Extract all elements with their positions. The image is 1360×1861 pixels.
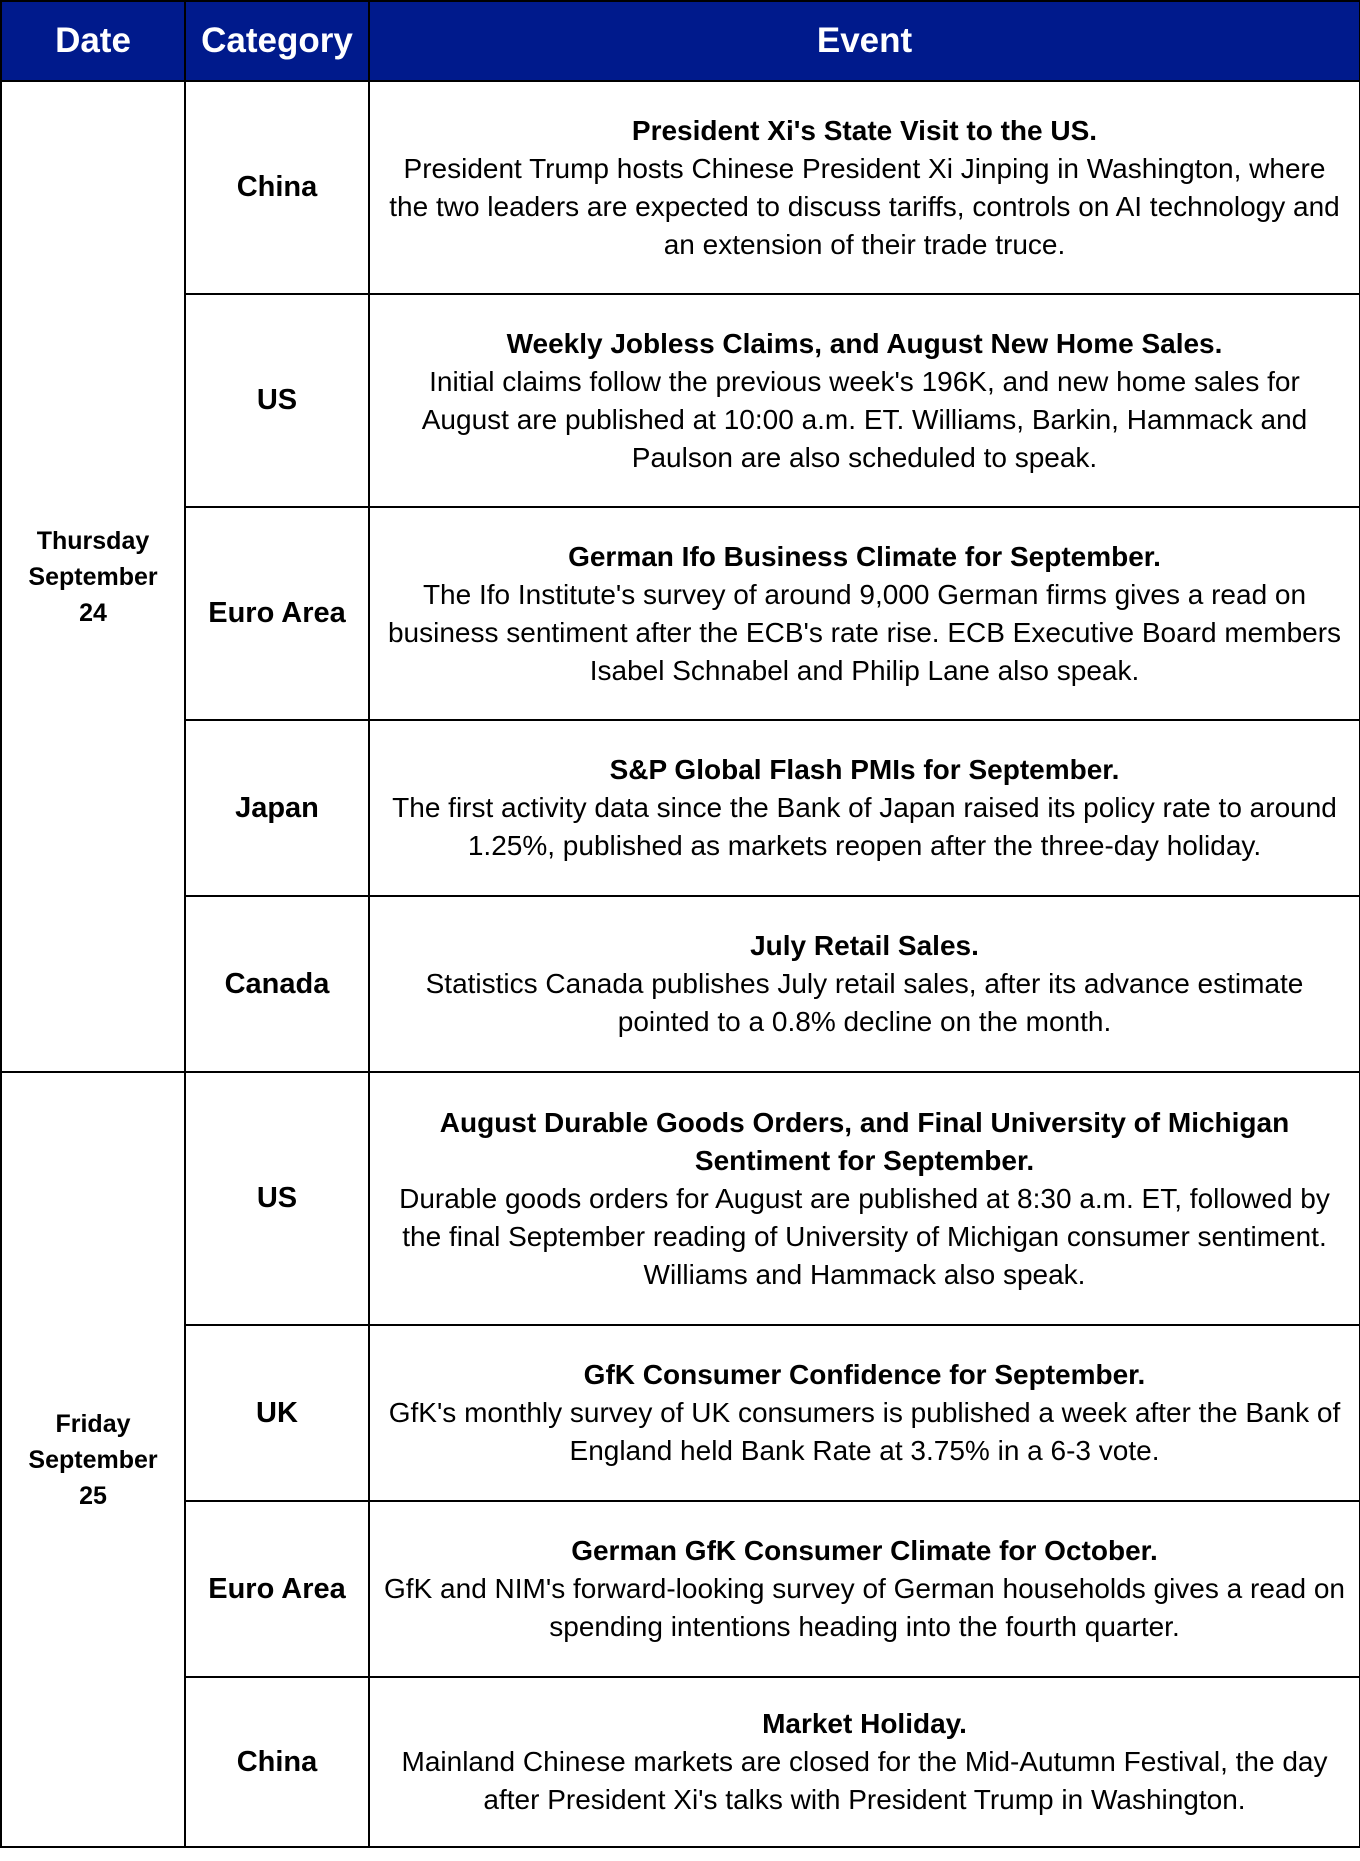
category-cell: Euro Area <box>185 507 369 720</box>
event-cell <box>369 896 1360 1072</box>
event-description: President Trump hosts Chinese President Xi Jinping in Washington, where the two leaders are expected to discuss tariffs, controls on AI technology and an extension of their trade truce. <box>389 152 1340 260</box>
date-cell-friday <box>1 1072 185 1847</box>
event-description: Statistics Canada publishes July retail sales, after its advance estimate pointed to a 0.8% decline on the month. <box>425 968 1304 1037</box>
event-title: July Retail Sales. <box>750 930 979 961</box>
event-column-header: Event <box>369 1 1360 81</box>
event-description: Durable goods orders for August are published at 8:30 a.m. ET, followed by the final September reading of University of Michigan consumer sentiment. Williams and Hammack also speak. <box>399 1182 1330 1290</box>
event-title: Weekly Jobless Claims, and August New Home Sales. <box>506 327 1223 359</box>
event-cell <box>369 507 1360 720</box>
category-cell: Canada <box>185 896 369 1072</box>
table-row <box>1 896 1360 1072</box>
date-cell-thursday <box>1 81 185 1072</box>
day-name: Friday <box>55 1409 131 1438</box>
category-cell: US <box>185 294 369 507</box>
category-column-header: Category <box>185 1 369 81</box>
category-cell: Japan <box>185 720 369 896</box>
event-description: The Ifo Institute's survey of around 9,000 German firms gives a read on business sentiment after the ECB's rate rise. ECB Executive Board members Isabel Schnabel and Philip Lane also speak. <box>387 578 1342 686</box>
category-cell: Euro Area <box>185 1501 369 1677</box>
header-row <box>1 1 1360 81</box>
event-cell <box>369 81 1360 294</box>
event-description: Mainland Chinese markets are closed for the Mid-Autumn Festival, the day after President Xi's talks with President Trump in Washington. <box>401 1746 1328 1815</box>
event-cell <box>369 720 1360 896</box>
event-cell <box>369 1501 1360 1677</box>
event-title: President Xi's State Visit to the US. <box>631 114 1098 146</box>
event-description: The first activity data since the Bank of Japan raised its policy rate to around 1.25%, published as markets reopen after the three-day holiday. <box>392 792 1337 861</box>
table-row <box>1 1072 1360 1325</box>
category-cell: UK <box>185 1325 369 1501</box>
table-row <box>1 720 1360 896</box>
table-row <box>1 1501 1360 1677</box>
day-date: September 24 <box>28 562 158 627</box>
date-column-header: Date <box>1 1 185 81</box>
table-row <box>1 81 1360 294</box>
day-name: Thursday <box>36 526 150 555</box>
event-cell <box>369 1325 1360 1501</box>
event-title: German Ifo Business Climate for September. <box>568 540 1161 572</box>
table-row <box>1 1677 1360 1847</box>
day-date: September 25 <box>28 1445 158 1510</box>
category-cell: China <box>185 1677 369 1847</box>
event-title: Market Holiday. <box>762 1708 967 1739</box>
event-description: Initial claims follow the previous week's 196K, and new home sales for August are published at 10:00 a.m. ET. Williams, Barkin, Hammack and Paulson are also scheduled to speak. <box>421 365 1308 473</box>
event-title: GfK Consumer Confidence for September. <box>583 1359 1146 1390</box>
event-title: German GfK Consumer Climate for October. <box>571 1535 1158 1566</box>
table-row <box>1 507 1360 720</box>
event-title: August Durable Goods Orders, and Final University of Michigan Sentiment for September. <box>439 1106 1290 1176</box>
event-cell <box>369 294 1360 507</box>
event-cell <box>369 1677 1360 1847</box>
category-cell: US <box>185 1072 369 1325</box>
category-cell: China <box>185 81 369 294</box>
event-title: S&P Global Flash PMIs for September. <box>609 754 1120 785</box>
event-cell <box>369 1072 1360 1325</box>
event-description: GfK and NIM's forward-looking survey of German households gives a read on spending intentions heading into the fourth quarter. <box>384 1573 1345 1642</box>
event-description: GfK's monthly survey of UK consumers is published a week after the Bank of England held Bank Rate at 3.75% in a 6-3 vote. <box>388 1397 1341 1466</box>
table-row <box>1 294 1360 507</box>
table-row <box>1 1325 1360 1501</box>
